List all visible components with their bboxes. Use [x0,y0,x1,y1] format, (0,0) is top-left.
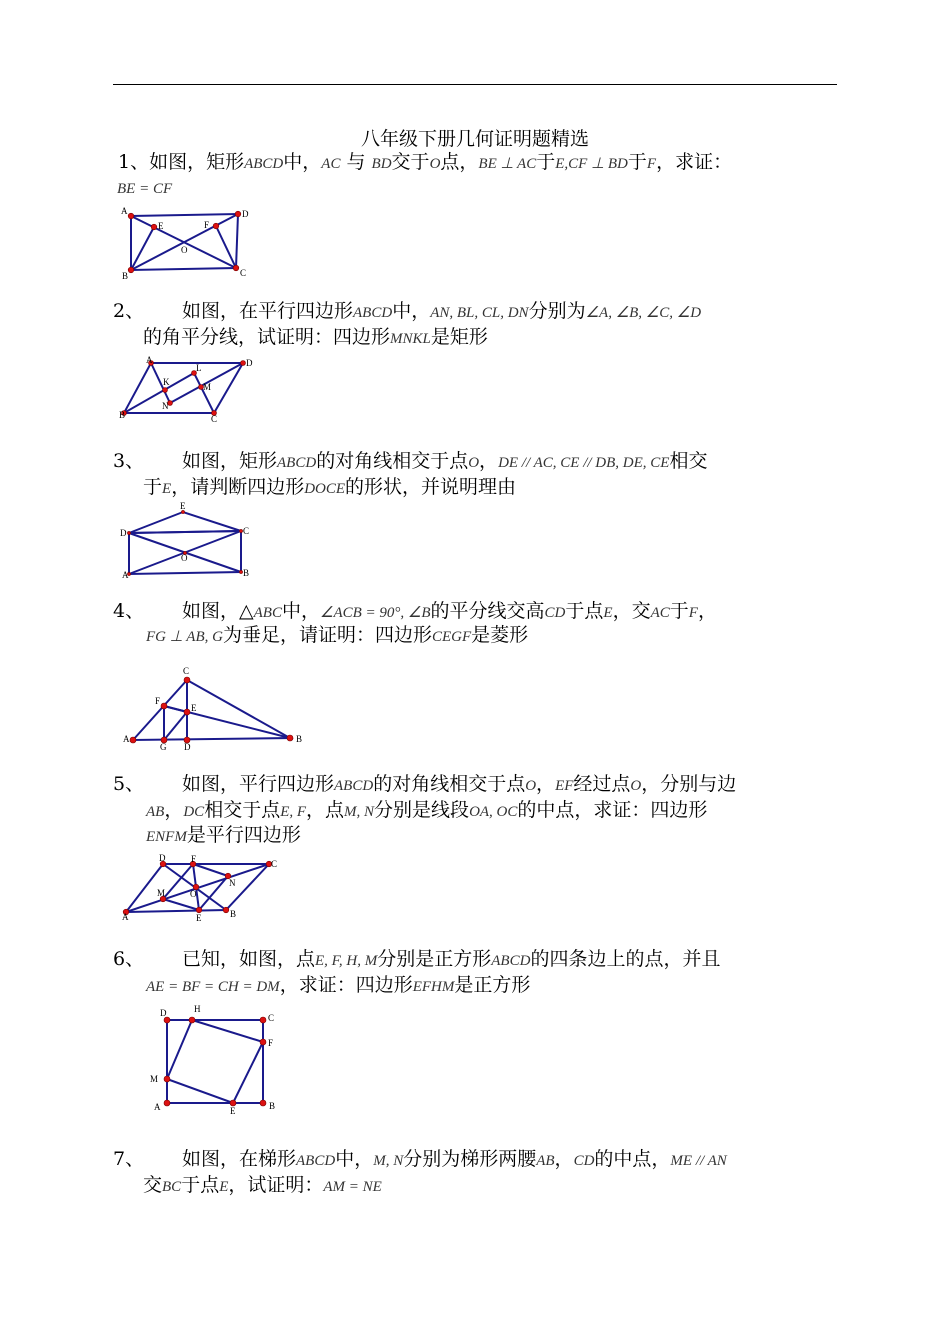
problem-1-line-2 [117,174,172,202]
text: 的对角线相交于点 [373,773,526,795]
math: AB [536,1153,555,1169]
label-E: E [230,1106,236,1116]
label-E: E [158,221,164,231]
math: F [688,605,698,621]
problem-number: 4、 [113,600,145,622]
label-M: M [203,382,212,392]
problem-1-line-1 [118,149,732,177]
text: 的平分线交高 [430,600,545,622]
label-B: B [269,1101,276,1111]
text: 中， [281,600,320,622]
figure-4-right-triangle [113,660,313,755]
label-D: D [160,1008,167,1018]
text: 于 [143,476,163,498]
label-L: L [196,363,202,373]
text: ， [697,600,717,622]
text: 的形状，并说明理由 [345,476,517,498]
label-F: F [268,1038,274,1048]
label-F: F [155,696,161,706]
label-K: K [163,377,170,387]
text: 的四条边上的点，并且 [530,948,721,970]
text: 如图， [182,600,240,622]
math: E, F, H, M [315,953,378,969]
text: ， [479,450,499,472]
math: ABCD [334,778,374,794]
label-G: G [160,742,167,752]
problem-number: 7、 [113,1148,145,1170]
problem-6-line-1 [113,946,720,974]
problem-3-line-2 [143,474,516,502]
text: 1、如图，矩形 [118,151,245,173]
math: M, N [373,1153,404,1169]
problem-5-line-3 [146,822,301,850]
math: OA, OC [469,804,518,820]
text: 相交 [669,450,708,472]
problem-7-line-1 [113,1146,727,1174]
label-A: A [122,912,129,922]
math: E,CF ⊥ BD [555,156,628,172]
problem-7-line-2 [143,1172,382,1200]
math: M, N [344,804,375,820]
math: AN, BL, CL, DN [430,305,529,321]
text: 的角平分线，试证明：四边形 [143,326,391,348]
label-D: D [246,358,253,368]
label-H: H [194,1004,201,1014]
text: 如图，在梯形 [182,1148,297,1170]
math: BC [162,1179,182,1195]
text: ， [536,773,556,795]
problem-6-line-2 [146,972,530,1000]
text: 于 [536,151,556,173]
math: BE ⊥ AC [478,156,537,172]
header-rule [113,84,837,85]
text: 如图，平行四边形 [182,773,335,795]
figure-2-parallelogram [113,352,263,427]
text: 经过点 [573,773,631,795]
label-F: F [191,854,197,864]
label-B: B [296,734,303,744]
problem-2-line-1 [113,298,701,326]
text: ，点 [306,799,345,821]
label-A: A [146,355,153,365]
text: 如图，矩形 [182,450,278,472]
label-O: O [181,245,188,255]
text: ，求证：四边形 [279,974,413,996]
math: ABCD [296,1153,336,1169]
triangle-symbol: △ [239,600,254,622]
math: DOCE [304,481,346,497]
math: O [630,778,642,794]
label-C: C [271,859,278,869]
text: 的对角线相交于点 [316,450,469,472]
label-B: B [119,410,126,420]
math: ∠A, ∠B, ∠C, ∠D [585,305,702,321]
text: 于 [669,600,689,622]
figure-3-rectangle-rhombus [113,500,263,582]
figure-5-parallelogram [113,850,293,925]
math: E [219,1179,229,1195]
label-D: D [120,528,127,538]
math: BD [371,156,392,172]
label-D: D [159,853,166,863]
math: ABCD [277,455,317,471]
label-M: M [150,1074,159,1084]
text: ，求证： [656,151,733,173]
math: O [525,778,537,794]
text: 中， [283,151,322,173]
text: 于 [627,151,647,173]
text: ，请判断四边形 [171,476,305,498]
text: ， [164,799,184,821]
text: 是矩形 [430,326,488,348]
math: ENFM [146,829,187,845]
label-N: N [229,878,236,888]
math: AC [650,605,670,621]
math: F [646,156,657,172]
math: DE // AC, CE // DB, DE, CE [498,455,670,471]
math: O [429,156,441,172]
text: 是菱形 [471,624,529,646]
text: ，交 [612,600,651,622]
text: 相交于点 [204,799,281,821]
math: ME // AN [670,1153,727,1169]
text: ，分别与边 [641,773,737,795]
problem-4-line-2 [146,622,528,650]
math: AC [321,156,341,172]
math: ABCD [244,156,284,172]
label-C: C [183,666,190,676]
math: FG ⊥ AB, G [146,629,223,645]
label-C: C [268,1013,275,1023]
label-D: D [184,742,191,752]
label-A: A [121,206,128,216]
math: EF [555,778,574,794]
problem-3-line-1 [113,448,707,476]
math: AE = BF = CH = DM [146,979,280,995]
math: CD [544,605,566,621]
text: 已知，如图，点 [182,948,316,970]
label-O: O [181,553,188,563]
label-F: F [204,220,210,230]
math: AB [146,804,165,820]
text: 交于 [391,151,430,173]
label-E: E [180,501,186,511]
label-C: C [243,526,250,536]
label-B: B [230,909,237,919]
label-O: O [190,889,197,899]
text: 于点 [181,1174,220,1196]
label-D: D [242,209,249,219]
text: 中， [392,300,431,322]
text: 交 [143,1174,163,1196]
math: E [162,481,172,497]
text: 为垂足，请证明：四边形 [222,624,432,646]
label-A: A [122,570,129,580]
math: ABCD [491,953,531,969]
math: AM = NE [323,1179,382,1195]
text: 分别为梯形两腰 [403,1148,537,1170]
text: 的中点， [594,1148,671,1170]
math: CEGF [431,629,472,645]
problem-2-line-2 [143,324,488,352]
math: ABC [253,605,282,621]
text: ， [554,1148,574,1170]
problem-number: 6、 [113,948,145,970]
math: O [468,455,480,471]
text: ，试证明： [228,1174,324,1196]
text: 如图，在平行四边形 [182,300,354,322]
label-N: N [162,401,169,411]
label-B: B [243,568,250,578]
math: ABCD [353,305,393,321]
math: CD [573,1153,595,1169]
math: EFHM [412,979,455,995]
text: 于点 [565,600,604,622]
text: 分别是线段 [374,799,470,821]
figure-1-rectangle [113,203,263,283]
problem-5-line-1 [113,771,736,799]
label-A: A [154,1102,161,1112]
math: E, F [280,804,307,820]
text: 点， [440,151,479,173]
math: DC [183,804,205,820]
label-E: E [196,913,202,923]
math: MNKL [390,331,431,347]
label-C: C [211,414,218,424]
problem-number: 5、 [113,773,145,795]
label-B: B [122,271,129,281]
text: 是平行四边形 [186,824,301,846]
text: 中， [335,1148,374,1170]
label-E: E [191,703,197,713]
problem-number: 2、 [113,300,145,322]
text: 是正方形 [454,974,531,996]
math: ∠ACB = 90°, ∠B [320,605,431,621]
problem-number: 3、 [113,450,145,472]
text: 与 [340,151,372,173]
label-A: A [123,734,130,744]
label-M: M [157,888,166,898]
math: BE = CF [117,181,173,197]
figure-6-square [145,1000,285,1120]
label-C: C [240,268,247,278]
math: E [603,605,613,621]
text: 分别为 [528,300,586,322]
page-title: 八年级下册几何证明题精选 [360,128,589,150]
text: 分别是正方形 [377,948,492,970]
text: 的中点，求证：四边形 [517,799,708,821]
problem-5-line-2 [146,797,707,825]
